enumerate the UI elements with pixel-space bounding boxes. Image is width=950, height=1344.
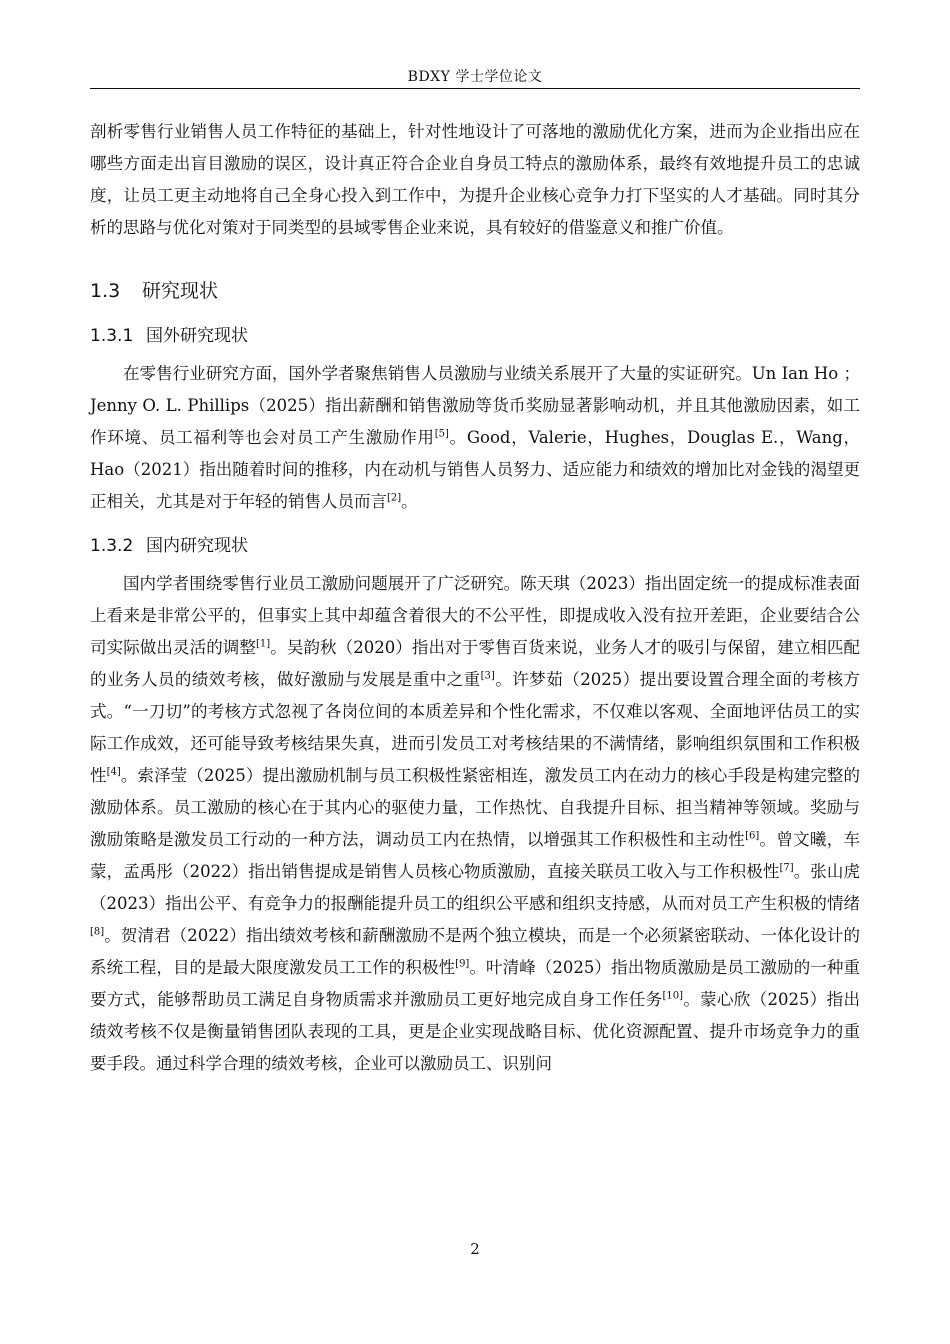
- citation-ref: [2]: [387, 492, 402, 504]
- intro-paragraph: 剖析零售行业销售人员工作特征的基础上，针对性地设计了可落地的激励优化方案，进而为企业指出应在哪些方面走出盲目激励的误区，设计真正符合企业自身员工特点的激励体系，最终有效地提升员工的忠诚度，让员工更主动地将自己全身心投入到工作中，为提升企业核心竞争力打下坚实的人才基础。同时其分析的思路与优化对策对于同类型的县域零售企业来说，具有较好的借鉴意义和推广价值。: [90, 122, 860, 237]
- section-heading-1-3-1: [90, 322, 860, 350]
- page-number: 2: [470, 1240, 480, 1258]
- text-segment: 。曾文曦，车蒙，孟禹彤（2022）指出销售提成是销售人员核心物质激励，直接关联员工收入与工作积极性: [90, 830, 861, 881]
- foreign-research-paragraph: [90, 358, 860, 518]
- domestic-research-paragraph: [90, 568, 860, 1080]
- page-body: [90, 116, 860, 1080]
- citation-ref: [6]: [745, 830, 760, 842]
- text-segment: 。张山虎（2023）指出公平、有竞争力的报酬能提升员工的组织公平感和组织支持感，从而对员工产生积极的情绪: [90, 862, 861, 913]
- running-header: BDXY 学士学位论文: [407, 69, 543, 85]
- text-segment: 。许梦茹（2025）提出要设置合理全面的考核方式。“一刀切”的考核方式忽视了各岗位间的本质差异和个性化需求，不仅难以客观、全面地评估员工的实际工作成效，还可能导致考核结果失真，进而引发员工对考核结果的不满情绪，影响组织氛围和工作积极性: [90, 670, 860, 785]
- section-heading-1-3: [90, 276, 860, 306]
- section-number: 1.3.1: [90, 326, 134, 346]
- text-segment: 在零售行业研究方面，国外学者聚焦销售人员激励与业绩关系展开了大量的实证研究。Un Ian Ho ； Jenny O. L. Phillips（2025）指出薪酬和销售激励等货币奖励显著影响动机，并且其他激励因素，如工作环境、员工福利等也会对员工产生激励作用: [90, 364, 860, 447]
- section-title: 国内研究现状: [146, 536, 248, 556]
- citation-ref: [9]: [455, 958, 470, 970]
- section-heading-1-3-2: [90, 532, 860, 560]
- text-segment: 。: [401, 492, 418, 511]
- citation-ref: [5]: [434, 428, 449, 440]
- citation-ref: [8]: [90, 926, 105, 938]
- text-segment: 。蒙心欣（2025）指出绩效考核不仅是衡量销售团队表现的工具，更是企业实现战略目标、优化资源配置、提升市场竞争力的重要手段。通过科学合理的绩效考核，企业可以激励员工、识别问: [90, 990, 861, 1073]
- text-segment: 。索泽莹（2025）提出激励机制与员工积极性紧密相连，激发员工内在动力的核心手段是构建完整的激励体系。员工激励的核心在于其内心的驱使力量，工作热忱、自我提升目标、担当精神等领域。奖励与激励策略是激发员工行动的一种方法，调动员工内在热情，以增强其工作积极性和主动性: [90, 766, 861, 849]
- text-segment: 国内学者围绕零售行业员工激励问题展开了广泛研究。陈天琪（2023）指出固定统一的提成标准表面上看来是非常公平的，但事实上其中却蕴含着很大的不公平性，即提成收入没有拉开差距，企业要结合公司实际做出灵活的调整: [90, 574, 860, 657]
- text-segment: 。Good，Valerie，Hughes，Douglas E.，Wang，Hao（2021）指出随着时间的推移，内在动机与销售人员努力、适应能力和绩效的增加比对金钱的渴望更正相关，尤其是对于年轻的销售人员而言: [90, 428, 860, 511]
- text-segment: 。吴韵秋（2020）指出对于零售百货来说，业务人才的吸引与保留，建立相匹配的业务人员的绩效考核，做好激励与发展是重中之重: [90, 638, 860, 689]
- citation-ref: [10]: [662, 990, 683, 1002]
- citation-ref: [7]: [779, 862, 794, 874]
- text-segment: 。贺清君（2022）指出绩效考核和薪酬激励不是两个独立模块，而是一个必须紧密联动、一体化设计的系统工程，目的是最大限度激发员工工作的积极性: [90, 926, 860, 977]
- text-segment: 。叶清峰（2025）指出物质激励是员工激励的一种重要方式，能够帮助员工满足自身物质需求并激励员工更好地完成自身工作任务: [90, 958, 860, 1009]
- citation-ref: [1]: [255, 638, 271, 650]
- header-rule: [90, 88, 860, 89]
- section-number: 1.3: [90, 280, 121, 302]
- section-number: 1.3.2: [90, 536, 134, 556]
- section-title: 研究现状: [142, 280, 219, 302]
- citation-ref: [3]: [480, 670, 495, 682]
- citation-ref: [4]: [106, 766, 121, 778]
- section-title: 国外研究现状: [146, 326, 248, 346]
